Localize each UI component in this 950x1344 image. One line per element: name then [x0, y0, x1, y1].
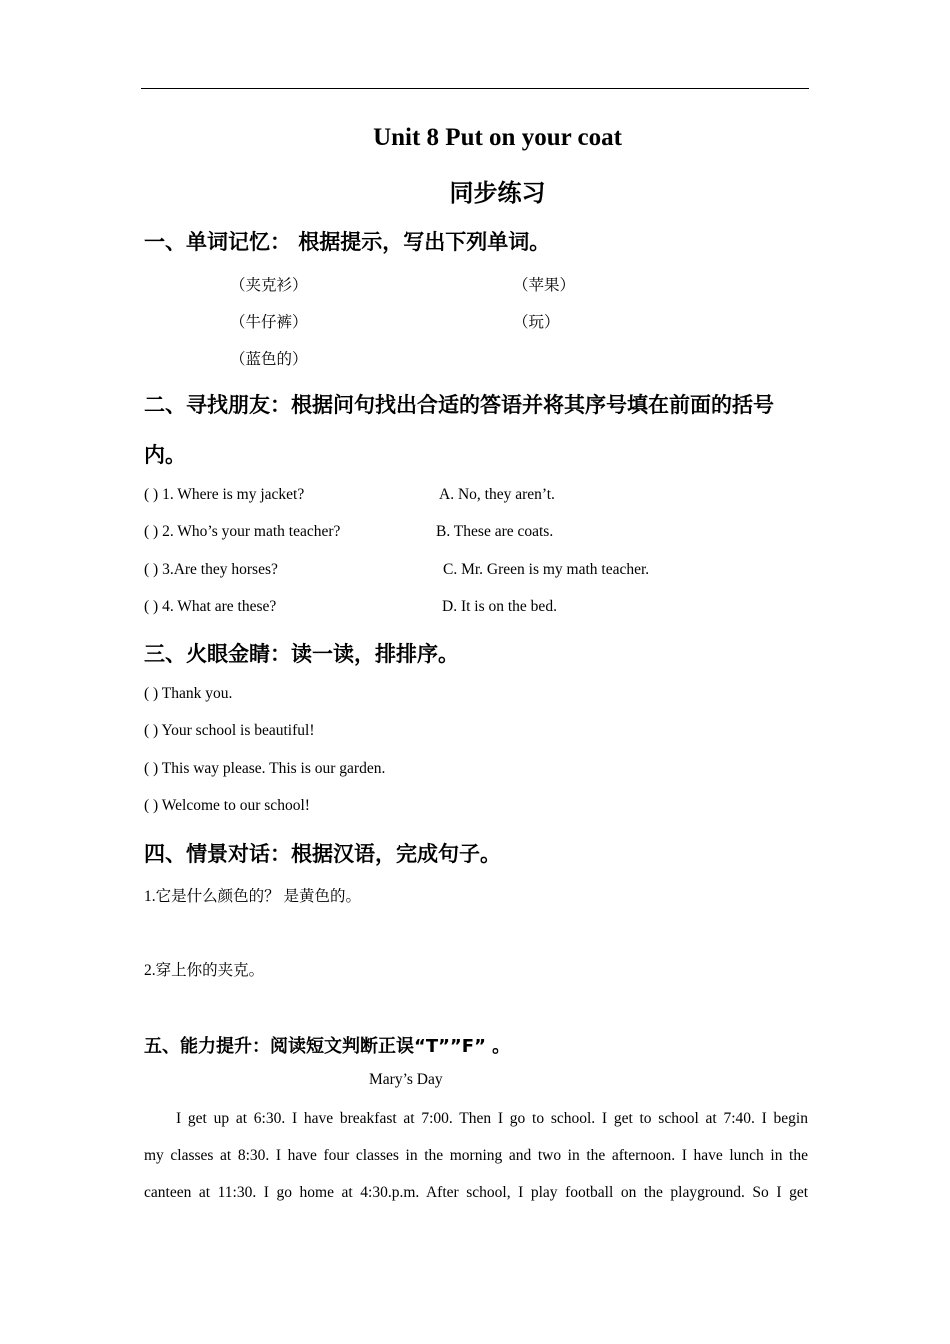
answer-b: B. These are coats.: [436, 523, 554, 540]
page-title: Unit 8 Put on your coat: [373, 124, 622, 151]
header-rule: [141, 88, 809, 89]
passage-line-1-text: I get up at 6:30. I have breakfast at 7:00. Then I go to school. I get to school at 7:40. I begin: [176, 1110, 808, 1127]
dialogue-item-2: 2.穿上你的夹克。: [144, 962, 265, 979]
word-hint-apple: （苹果）: [513, 277, 576, 294]
order-item-1: ( ) Thank you.: [144, 685, 233, 702]
passage-line-1: [176, 1100, 808, 1137]
passage-line-3: [144, 1174, 808, 1211]
passage-line-2: [144, 1137, 808, 1174]
order-item-4: ( ) Welcome to our school!: [144, 797, 310, 814]
section3-heading: 三、火眼金睛：读一读，排排序。: [144, 642, 459, 666]
passage-title: Mary’s Day: [369, 1071, 443, 1088]
question-4: ( ) 4. What are these?: [144, 598, 277, 615]
word-hint-jacket: （夹克衫）: [230, 277, 308, 294]
word-hint-jeans: （牛仔裤）: [230, 314, 308, 331]
question-1: ( ) 1. Where is my jacket?: [144, 486, 305, 503]
dialogue-item-1: 1.它是什么颜色的？ 是黄色的。: [144, 888, 362, 905]
passage-line-2-text: my classes at 8:30. I have four classes in the morning and two in the afternoon. I have lunch in the: [144, 1147, 808, 1164]
question-3: ( ) 3.Are they horses?: [144, 561, 278, 578]
page-subtitle: 同步练习: [449, 181, 546, 207]
section2-heading-line2: 内。: [144, 443, 186, 467]
answer-c: C. Mr. Green is my math teacher.: [443, 561, 650, 578]
order-item-2: ( ) Your school is beautiful!: [144, 722, 315, 739]
question-2: ( ) 2. Who’s your math teacher?: [144, 523, 341, 540]
passage-line-3-text: canteen at 11:30. I go home at 4:30.p.m. After school, I play football on the playground. So I get: [144, 1184, 808, 1201]
answer-d: D. It is on the bed.: [442, 598, 557, 615]
word-hint-blue: （蓝色的）: [230, 351, 308, 368]
section5-heading: 五、能力提升：阅读短文判断正误“T””F” 。: [144, 1036, 511, 1057]
section4-heading: 四、情景对话：根据汉语，完成句子。: [144, 842, 501, 866]
section2-heading-line1: 二、寻找朋友：根据问句找出合适的答语并将其序号填在前面的括号: [144, 393, 774, 417]
section1-heading: 一、单词记忆： 根据提示，写出下列单词。: [144, 230, 551, 254]
word-hint-play: （玩）: [513, 314, 560, 331]
answer-a: A. No, they aren’t.: [439, 486, 555, 503]
order-item-3: ( ) This way please. This is our garden.: [144, 760, 386, 777]
